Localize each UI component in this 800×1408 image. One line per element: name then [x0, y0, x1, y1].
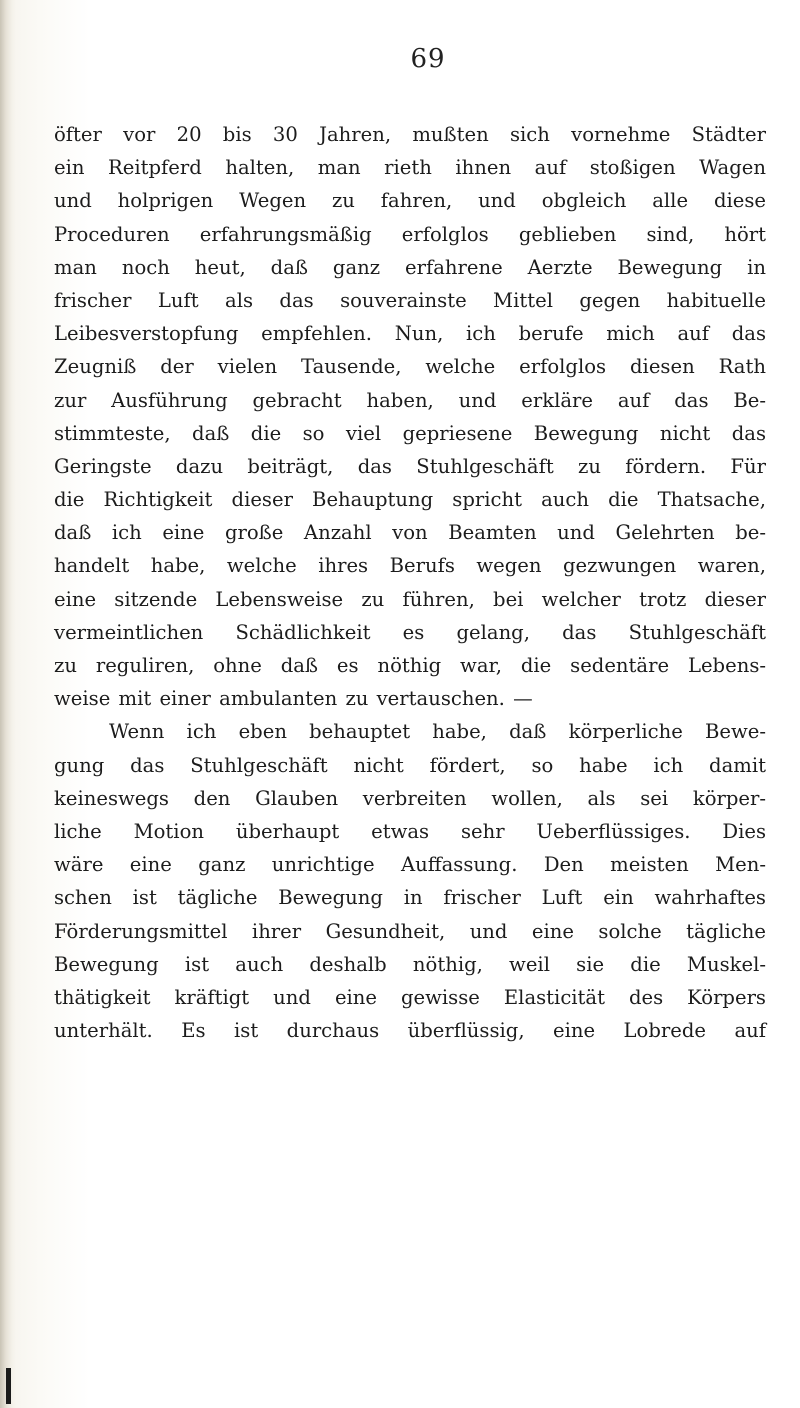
text-line: stimmteste, daß die so viel gepriesene Bewegung nicht das [54, 421, 766, 445]
text-line: wäre eine ganz unrichtige Auffassung. Den meisten Men- [54, 853, 766, 877]
text-line: ein Reitpferd halten, man rieth ihnen auf stoßigen Wagen [54, 156, 766, 180]
text-line: Leibesverstopfung empfehlen. Nun, ich berufe mich auf das [54, 322, 766, 346]
text-line: Wenn ich eben behauptet habe, daß körperliche Bewe- [109, 720, 766, 744]
text-line: unterhält. Es ist durchaus überflüssig, eine Lobrede auf [54, 1019, 766, 1043]
text-line: gung das Stuhlgeschäft nicht fördert, so habe ich damit [54, 753, 766, 777]
text-line: zur Ausführung gebracht haben, und erkläre auf das Be- [54, 388, 766, 412]
text-line: öfter vor 20 bis 30 Jahren, mußten sich vornehme Städter [54, 123, 766, 146]
text-line: Bewegung ist auch deshalb nöthig, weil sie die Muskel- [54, 952, 766, 976]
text-line: handelt habe, welche ihres Berufs wegen gezwungen waren, [54, 554, 766, 578]
text-line: und holprigen Wegen zu fahren, und obgleich alle diese [54, 189, 766, 213]
text-line: schen ist tägliche Bewegung in frischer Luft ein wahrhaftes [54, 886, 766, 910]
text-line: vermeintlichen Schädlichkeit es gelang, das Stuhlgeschäft [54, 620, 766, 644]
text-line: eine sitzende Lebensweise zu führen, bei welcher trotz dieser [54, 587, 766, 611]
text-line: keineswegs den Glauben verbreiten wollen, als sei körper- [54, 786, 766, 810]
text-line: daß ich eine große Anzahl von Beamten und Gelehrten be- [54, 521, 766, 545]
text-line: thätigkeit kräftigt und eine gewisse Elasticität des Körpers [54, 985, 766, 1009]
binding-mark [6, 1368, 11, 1404]
body-text [54, 118, 766, 1047]
text-line: man noch heut, daß ganz erfahrene Aerzte Bewegung in [54, 255, 766, 279]
page-number: 69 [410, 44, 446, 74]
text-line: Zeugniß der vielen Tausende, welche erfolglos diesen Rath [54, 355, 766, 379]
text-line: Förderungsmittel ihrer Gesundheit, und eine solche tägliche [54, 919, 766, 943]
text-line: Proceduren erfahrungsmäßig erfolglos geblieben sind, hört [54, 222, 766, 246]
text-line: liche Motion überhaupt etwas sehr Ueberflüssiges. Dies [54, 819, 766, 843]
text-line: weise mit einer ambulanten zu vertauschen. — [54, 687, 533, 711]
text-line: Geringste dazu beiträgt, das Stuhlgeschäft zu fördern. Für [54, 454, 766, 478]
text-line: zu reguliren, ohne daß es nöthig war, die sedentäre Lebens- [54, 654, 766, 677]
text-line: frischer Luft als das souverainste Mittel gegen habituelle [54, 288, 766, 312]
page-binding-edge [0, 0, 16, 1408]
text-line: die Richtigkeit dieser Behauptung spricht auch die Thatsache, [54, 488, 766, 512]
